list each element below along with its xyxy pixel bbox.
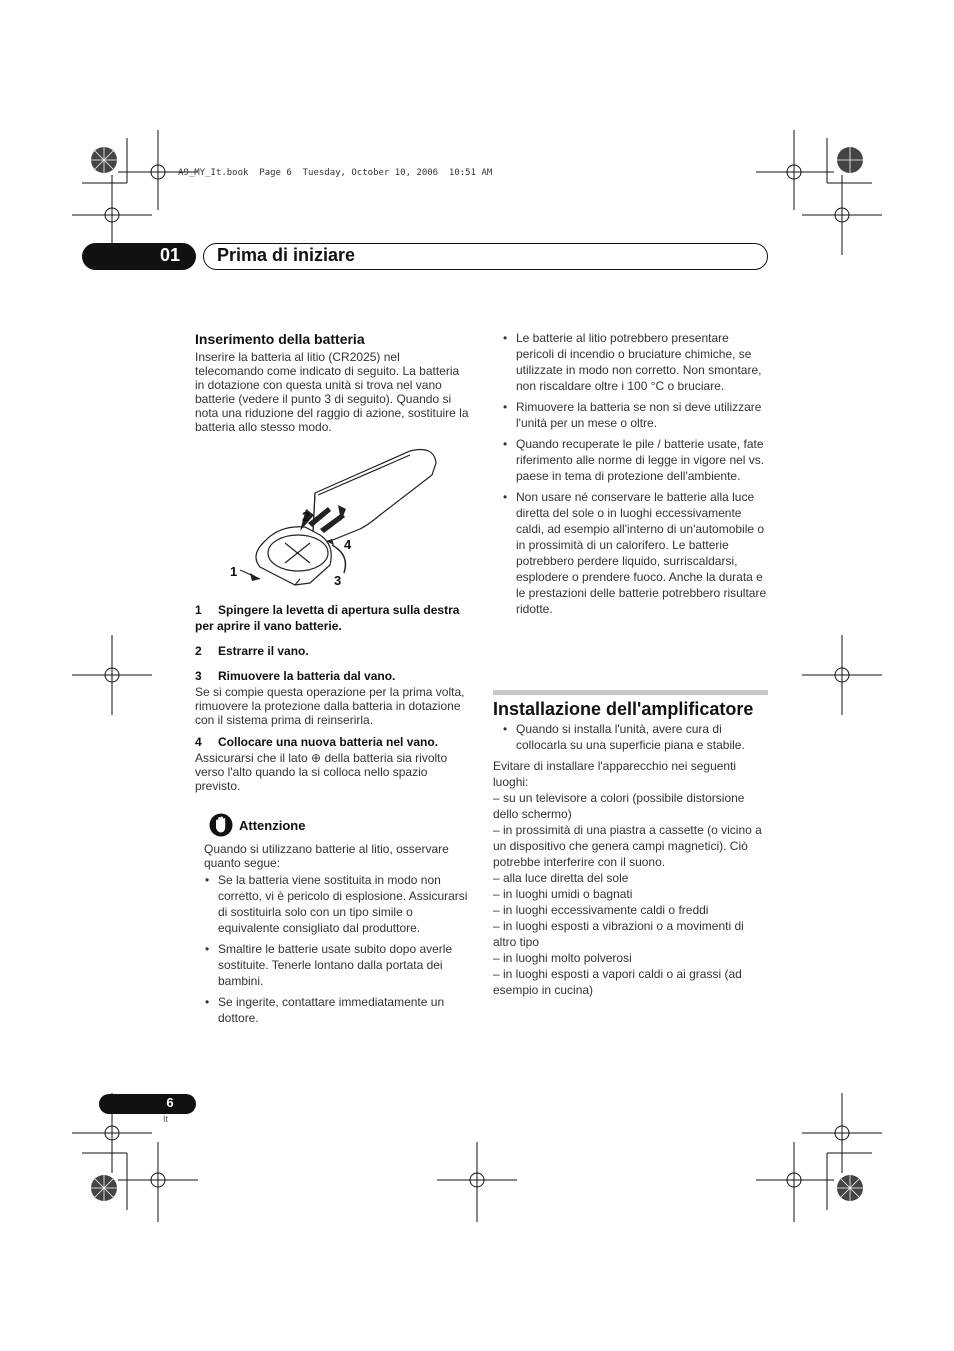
warning-item: • Rimuovere la batteria se non si deve utilizzare l'unità per un mese o oltre. [494,399,768,431]
step-3 [195,668,470,684]
caution-intro: Quando si utilizzano batterie al litio, osservare quanto segue: [204,842,449,870]
step-number: 1 [195,603,202,617]
step-2 [195,643,470,659]
avoid-item: – alla luce diretta del sole [493,871,629,885]
step-text: Spingere la levetta di apertura sulla destra per aprire il vano batterie. [195,603,460,633]
caution-label: Attenzione [239,818,306,833]
chapter-title: Prima di iniziare [217,245,356,265]
figure-label-3: 3 [334,573,342,588]
avoid-item: – in luoghi eccessivamente caldi o freddi [493,903,709,917]
plus-side-symbol: ⊕ [311,751,322,765]
step-4 [195,734,470,750]
figure-label-2: 2 [302,509,310,524]
avoid-item: – su un televisore a colori (possibile distorsione dello schermo) [493,791,745,821]
step-text: Collocare una nuova batteria nel vano. [218,735,439,749]
page-number-badge [99,1094,196,1114]
avoid-item: – in prossimità di una piastra a cassette (o vicino a un dispositivo che genera campi magnetici). Ciò potrebbe interferire con il suono. [493,823,762,869]
print-header: A9_MY_It.book Page 6 Tuesday, October 10, 2006 10:51 AM [178,168,493,178]
warning-item: • Quando recuperate le pile / batterie usate, fate riferimento alle norme di legge in vigore nel vs. paese in tema di protezione dell'ambiente. [494,436,768,484]
avoid-item: – in luoghi umidi o bagnati [493,887,633,901]
section-heading-battery: Inserimento della batteria [195,331,365,347]
warning-item: • Le batterie al litio potrebbero presentare pericoli di incendio o bruciature chimiche, se utilizzate in modo non corretto. Non smontare, non riscaldare oltre i 100 °C o bruciare. [494,330,768,394]
caution-item: • Se la batteria viene sostituita in modo non corretto, vi è pericolo di esplosione. Assicurarsi di sostituirla solo con un tipo simile o equivalente consigliato dal produttore. [196,872,470,936]
battery-intro: Inserire la batteria al litio (CR2025) nel telecomando come indicato di seguito. La batteria in dotazione con questa unità si trova nel vano batterie (vedere il punto 3 di seguito). Quando si nota una riduzione del raggio di azione, sostituire la batteria allo stesso modo. [195,350,469,434]
warning-item: • Non usare né conservare le batterie alla luce diretta del sole o in luoghi eccessivamente caldi, ad esempio all'interno di un'automobile o in prossimità di un calorifero. Le batterie potrebbero perdere liquido, surriscaldarsi, esplodere o prendere fuoco. Anche la durata e le prestazioni delle batterie potrebbero risultare ridotte. [494,489,768,617]
step-number: 2 [195,644,202,658]
avoid-list [493,790,769,998]
chapter-number: 01 [160,245,181,265]
caution-item: • Se ingerite, contattare immediatamente un dottore. [196,994,470,1026]
avoid-item: – in luoghi molto polverosi [493,951,632,965]
battery-illustration [220,445,445,590]
section-heading-installation: Installazione dell'amplificatore [493,699,754,719]
caution-list [196,872,470,1031]
step-1 [195,602,470,634]
avoid-item: – in luoghi esposti a vapori caldi o ai grassi (ad esempio in cucina) [493,967,742,997]
installation-item: • Quando si installa l'unità, avere cura di collocarla su una superficie piana e stabile. [494,721,770,753]
figure-label-1: 1 [230,564,238,579]
step-3-description: Se si compie questa operazione per la prima volta, rimuovere la protezione dalla batteria in dotazione con il sistema prima di reinserirla. [195,685,465,727]
step-number: 3 [195,669,202,683]
section-divider [493,690,768,695]
page-number: 6 [166,1095,174,1110]
figure-label-4: 4 [344,537,352,552]
avoid-item: – in luoghi esposti a vibrazioni o a movimenti di altro tipo [493,919,744,949]
step-4-description: Assicurarsi che il lato ⊕ della batteria sia rivolto verso l'alto quando la si colloca nello spazio previsto. [195,751,448,793]
language-code: It [163,1114,169,1124]
battery-warnings-list [494,330,768,622]
step-text: Rimuovere la batteria dal vano. [218,669,396,683]
avoid-intro: Evitare di installare l'apparecchio nei seguenti luoghi: [493,759,737,789]
caution-item: • Smaltire le batterie usate subito dopo averle sostituite. Tenerle lontano dalla portata dei bambini. [196,941,470,989]
installation-list [494,721,770,758]
caution-hand-icon [209,813,233,837]
step-number: 4 [195,735,202,749]
step-text: Estrarre il vano. [218,644,309,658]
